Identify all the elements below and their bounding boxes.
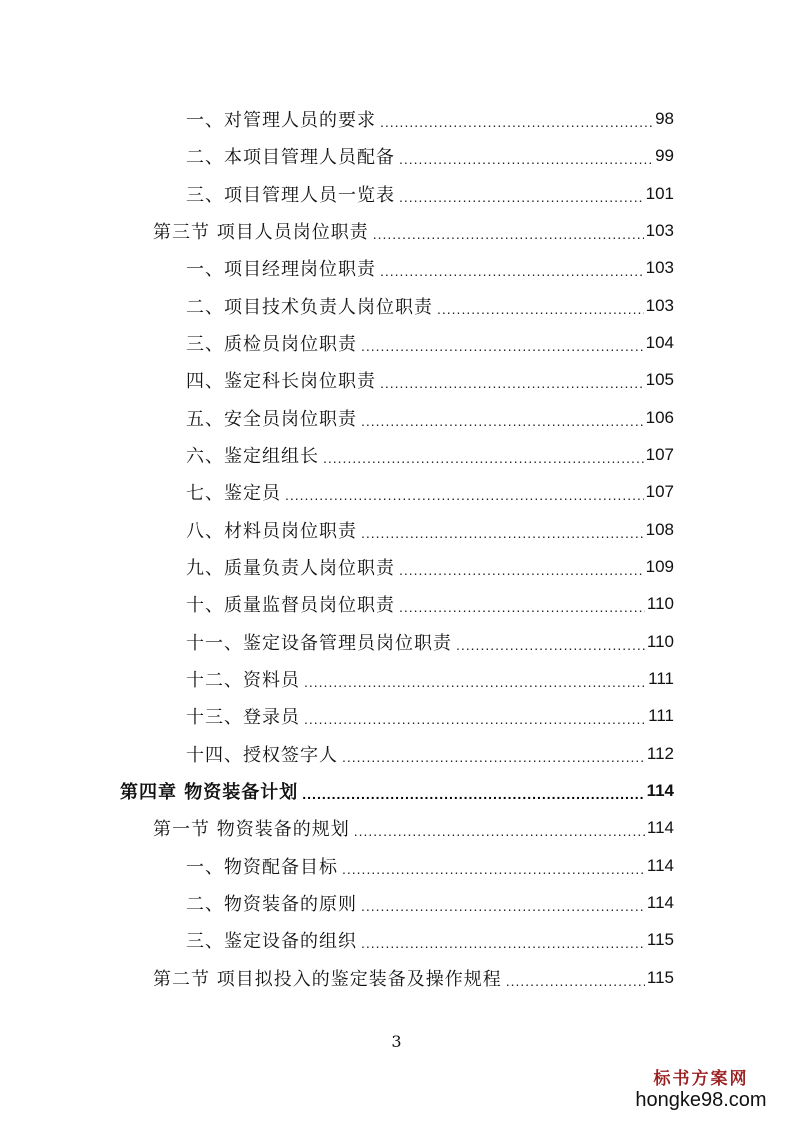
toc-entry-page: 98 — [655, 109, 674, 128]
toc-entry-page: 101 — [645, 184, 674, 203]
toc-entry[interactable] — [153, 812, 674, 844]
toc-entry-page: 114 — [646, 893, 674, 912]
toc-entry[interactable] — [186, 103, 674, 135]
toc-entry-title: 十、质量监督员岗位职责 — [186, 595, 395, 616]
watermark-logo — [621, 1064, 781, 1112]
toc-entry[interactable] — [186, 588, 674, 620]
toc-entry-title: 二、本项目管理人员配备 — [186, 147, 395, 168]
toc-dot-leader — [302, 786, 644, 802]
toc-entry[interactable] — [186, 140, 674, 172]
toc-entry-page: 114 — [646, 856, 674, 875]
toc-entry-title: 二、项目技术负责人岗位职责 — [186, 297, 433, 318]
toc-entry-title: 六、鉴定组组长 — [186, 446, 319, 467]
toc-dot-leader — [342, 861, 645, 877]
toc-dot-leader — [361, 935, 645, 951]
toc-dot-leader — [304, 711, 646, 727]
toc-entry-title: 三、项目管理人员一览表 — [186, 185, 395, 206]
toc-dot-leader — [361, 338, 644, 354]
toc-entry[interactable] — [153, 962, 674, 994]
toc-entry-title: 七、鉴定员 — [186, 483, 281, 504]
toc-entry-title: 三、质检员岗位职责 — [186, 334, 357, 355]
toc-entry-page: 104 — [645, 333, 674, 352]
toc-entry-page: 114 — [646, 781, 674, 800]
toc-dot-leader — [380, 375, 644, 391]
toc-dot-leader — [437, 301, 644, 317]
toc-entry-title: 十四、授权签字人 — [186, 745, 338, 766]
toc-dot-leader — [399, 189, 644, 205]
toc-dot-leader — [285, 487, 644, 503]
toc-entry[interactable] — [186, 252, 674, 284]
toc-entry[interactable] — [186, 514, 674, 546]
toc-entry-title: 八、材料员岗位职责 — [186, 521, 357, 542]
toc-entry[interactable] — [186, 476, 674, 508]
toc-entry[interactable] — [186, 663, 674, 695]
toc-entry-title: 一、物资配备目标 — [186, 857, 338, 878]
toc-entry-page: 103 — [645, 296, 674, 315]
toc-entry-title: 五、安全员岗位职责 — [186, 409, 357, 430]
toc-entry-page: 110 — [646, 594, 674, 613]
toc-entry-page: 99 — [655, 146, 674, 165]
toc-entry-title: 十三、登录员 — [186, 707, 300, 728]
toc-dot-leader — [361, 898, 645, 914]
toc-entry-page: 103 — [645, 221, 674, 240]
watermark-name: 标书方案网 — [653, 1069, 749, 1089]
toc-entry[interactable] — [186, 551, 674, 583]
toc-dot-leader — [380, 114, 653, 130]
toc-entry-page: 108 — [645, 520, 674, 539]
toc-entry[interactable] — [186, 850, 674, 882]
toc-dot-leader — [323, 450, 644, 466]
toc-entry-title: 四、鉴定科长岗位职责 — [186, 371, 376, 392]
toc-dot-leader — [304, 674, 646, 690]
toc-chapter-entry[interactable] — [120, 775, 674, 807]
toc-entry-page: 105 — [645, 370, 674, 389]
toc-entry-title: 一、对管理人员的要求 — [186, 110, 376, 131]
toc-dot-leader — [399, 151, 653, 167]
toc-dot-leader — [361, 413, 644, 429]
toc-dot-leader — [456, 637, 645, 653]
toc-entry-page: 111 — [648, 669, 674, 688]
toc-entry-page: 115 — [646, 930, 674, 949]
page-number: 3 — [391, 1032, 402, 1051]
toc-entry-page: 111 — [648, 706, 674, 725]
toc-entry-title: 第二节 项目拟投入的鉴定装备及操作规程 — [153, 969, 502, 990]
toc-entry[interactable] — [186, 439, 674, 471]
toc-dot-leader — [380, 263, 644, 279]
toc-entry[interactable] — [186, 887, 674, 919]
toc-entry[interactable] — [186, 327, 674, 359]
toc-entry-page: 107 — [645, 482, 674, 501]
toc-entry-title: 十一、鉴定设备管理员岗位职责 — [186, 633, 452, 654]
toc-entry-title: 十二、资料员 — [186, 670, 300, 691]
toc-dot-leader — [399, 562, 644, 578]
toc-entry[interactable] — [186, 924, 674, 956]
toc-dot-leader — [506, 973, 645, 989]
toc-entry-page: 107 — [645, 445, 674, 464]
toc-entry[interactable] — [186, 738, 674, 770]
toc-entry-title: 二、物资装备的原则 — [186, 894, 357, 915]
toc-entry-page: 106 — [645, 408, 674, 427]
toc-entry[interactable] — [186, 364, 674, 396]
toc-entry[interactable] — [186, 626, 674, 658]
toc-entry-title: 第一节 物资装备的规划 — [153, 819, 350, 840]
toc-entry-page: 112 — [646, 744, 674, 763]
toc-entry[interactable] — [186, 178, 674, 210]
toc-dot-leader — [399, 599, 645, 615]
toc-dot-leader — [361, 525, 644, 541]
watermark-url: hongke98.com — [635, 1089, 767, 1111]
toc-entry-title: 九、质量负责人岗位职责 — [186, 558, 395, 579]
toc-dot-leader — [373, 226, 644, 242]
toc-entry-title: 第四章 物资装备计划 — [120, 782, 299, 803]
toc-entry-page: 109 — [645, 557, 674, 576]
toc-entry[interactable] — [186, 402, 674, 434]
toc-entry-page: 110 — [646, 632, 674, 651]
toc-entry-title: 三、鉴定设备的组织 — [186, 931, 357, 952]
toc-entry-page: 115 — [646, 968, 674, 987]
toc-entry[interactable] — [153, 215, 674, 247]
toc-entry-page: 103 — [645, 258, 674, 277]
toc-entry[interactable] — [186, 290, 674, 322]
toc-entry-title: 第三节 项目人员岗位职责 — [153, 222, 369, 243]
toc-dot-leader — [354, 823, 645, 839]
toc-entry-title: 一、项目经理岗位职责 — [186, 259, 376, 280]
toc-entry-page: 114 — [646, 818, 674, 837]
toc-dot-leader — [342, 749, 645, 765]
toc-entry[interactable] — [186, 700, 674, 732]
